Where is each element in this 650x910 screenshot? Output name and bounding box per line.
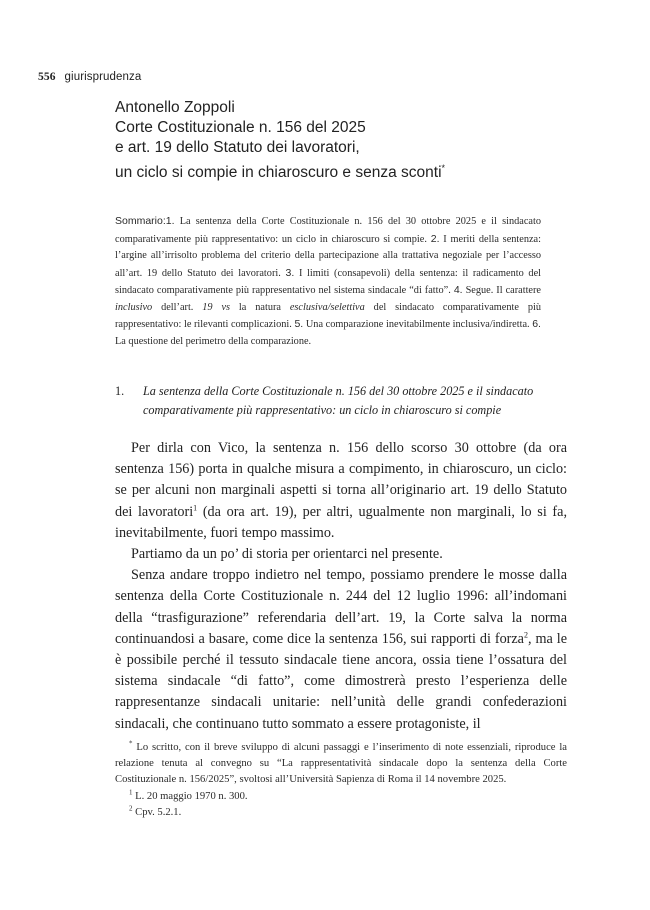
summary-item-text: I limiti (consapevoli) della sentenza: il radicamento del sindacato comparativamente più rappresentativo nel sistema sindacale “di fatto”. [115,267,542,296]
section-title: La sentenza della Corte Costituzionale n. 156 del 30 ottobre 2025 e il sindacato comparativamente più rappresentativo: un ciclo in chiaroscuro si compie [143,384,534,417]
summary-item-text: La sentenza della Corte Costituzionale n. 156 del 30 ottobre 2025 e il sindacato comparativamente più rappresentativo: un ciclo in chiaroscuro si compie. [115,216,541,245]
author-name: Antonello Zoppoli [115,99,235,116]
summary-item-text: la natura [230,301,290,313]
paragraph-text: (da ora art. 19), per altri, ugualmente non marginali, lo si fa, inevitabilmente, fuori tempo massimo. [115,503,568,541]
title-line-2: e art. 19 dello Statuto dei lavoratori, [115,139,360,156]
section-heading [115,382,545,420]
footnote-text: Cpv. 5.2.1. [132,806,182,818]
running-head-section: giurisprudenza [64,71,142,83]
footnotes [115,740,567,821]
summary-item-text: dell’art. [152,301,203,313]
body-text [115,438,567,735]
section-number: 1. [115,384,125,398]
title-note-mark: * [441,163,446,173]
footnote [115,805,567,821]
footnote-text: Lo scritto, con il breve sviluppo di alcuni passaggi e l’inserimento di note essenziali, riproduce la relazione tenuta al convegno su “La rappresentatività sindacale dopo la sentenza della Corte Costituzionale n. 156/2025”, svoltosi all’Università Sapienza di Roma il 14 novembre 2025. [115,742,567,786]
paragraph-text: Senza andare troppo indietro nel tempo, possiamo prendere le mosse dalla sentenza della Corte Costituzionale n. 244 del 12 luglio 1996: all’indomani della “trasfigurazione” referendaria dell’art. 19, la Corte salva la norma continuandosi a basare, come dice la sentenza 156, sui rapporti di forza [115,567,567,647]
summary-item-text: Una comparazione inevitabilmente inclusiva/indiretta. [303,319,533,330]
summary-item-num: 1. [165,215,175,227]
title-block [115,98,615,183]
summary-item-num: 2. [430,232,440,245]
page-number: 556 [38,71,56,83]
summary-item-num: 6. [532,318,541,330]
title-line-3 [115,158,615,183]
footnote-mark: * [129,739,133,748]
footnote-mark: 2 [129,804,133,813]
summary-item-emphasis: esclusiva/selettiva [289,301,365,313]
footnote [115,740,567,789]
paragraph [115,565,567,735]
paragraph-text: , ma le è possibile perché il tessuto sindacale tiene ancora, ossia tiene l’ossatura del sistema sindacale “di fatto”, come dimostrerà presto l’esperienza delle rappresentanze sindacali unitarie: nell’unità delle grandi confederazioni sindacali, che continuano tutto sommato a essere protagoniste, il [115,630,567,732]
title-line-1: Corte Costituzionale n. 156 del 2025 [115,119,366,136]
footnote-ref[interactable]: 2 [523,630,528,640]
summary-item-num: 5. [294,318,304,330]
summary-item-text: I meriti della sentenza: l’argine all’irrisolto problema del criterio della partecipazione alla trattativa negoziale per l’accesso all’art. 19 dello Statuto dei lavoratori. [115,233,541,279]
summary-label: Sommario: [115,215,166,227]
footnote-text: L. 20 maggio 1970 n. 300. [132,790,248,802]
summary-item-emphasis: inclusivo [115,301,153,313]
summary-item-text: del sindacato comparativamente più rappresentativo: le rilevanti complicazioni. [115,301,541,330]
paragraph-text: Per dirla con Vico, la sentenza n. 156 dello scorso 30 ottobre (da ora sentenza 156) porta in qualche misura a compimento, in chiaroscuro, un ciclo: se per alcuni non marginali aspetti si torna all’originario art. 19 dello Statuto dei lavoratori [115,440,567,520]
summary-item-text: Segue. Il carattere [462,285,541,296]
summary-item-num: 3. [285,266,295,279]
summary-item-emphasis: 19 vs [202,301,231,313]
running-head [38,71,141,83]
footnote-mark: 1 [129,788,133,797]
paragraph [115,438,567,544]
summary-item-num: 4. [453,284,463,296]
footnote-ref[interactable]: 1 [193,502,198,512]
paragraph: Partiamo da un po’ di storia per orientarci nel presente. [131,546,443,563]
footnote [115,789,567,805]
summary-item-text: La questione del perimetro della comparazione. [115,335,312,347]
title-line-3-text: un ciclo si compie in chiaroscuro e senza sconti [115,164,442,182]
summary [115,213,541,350]
